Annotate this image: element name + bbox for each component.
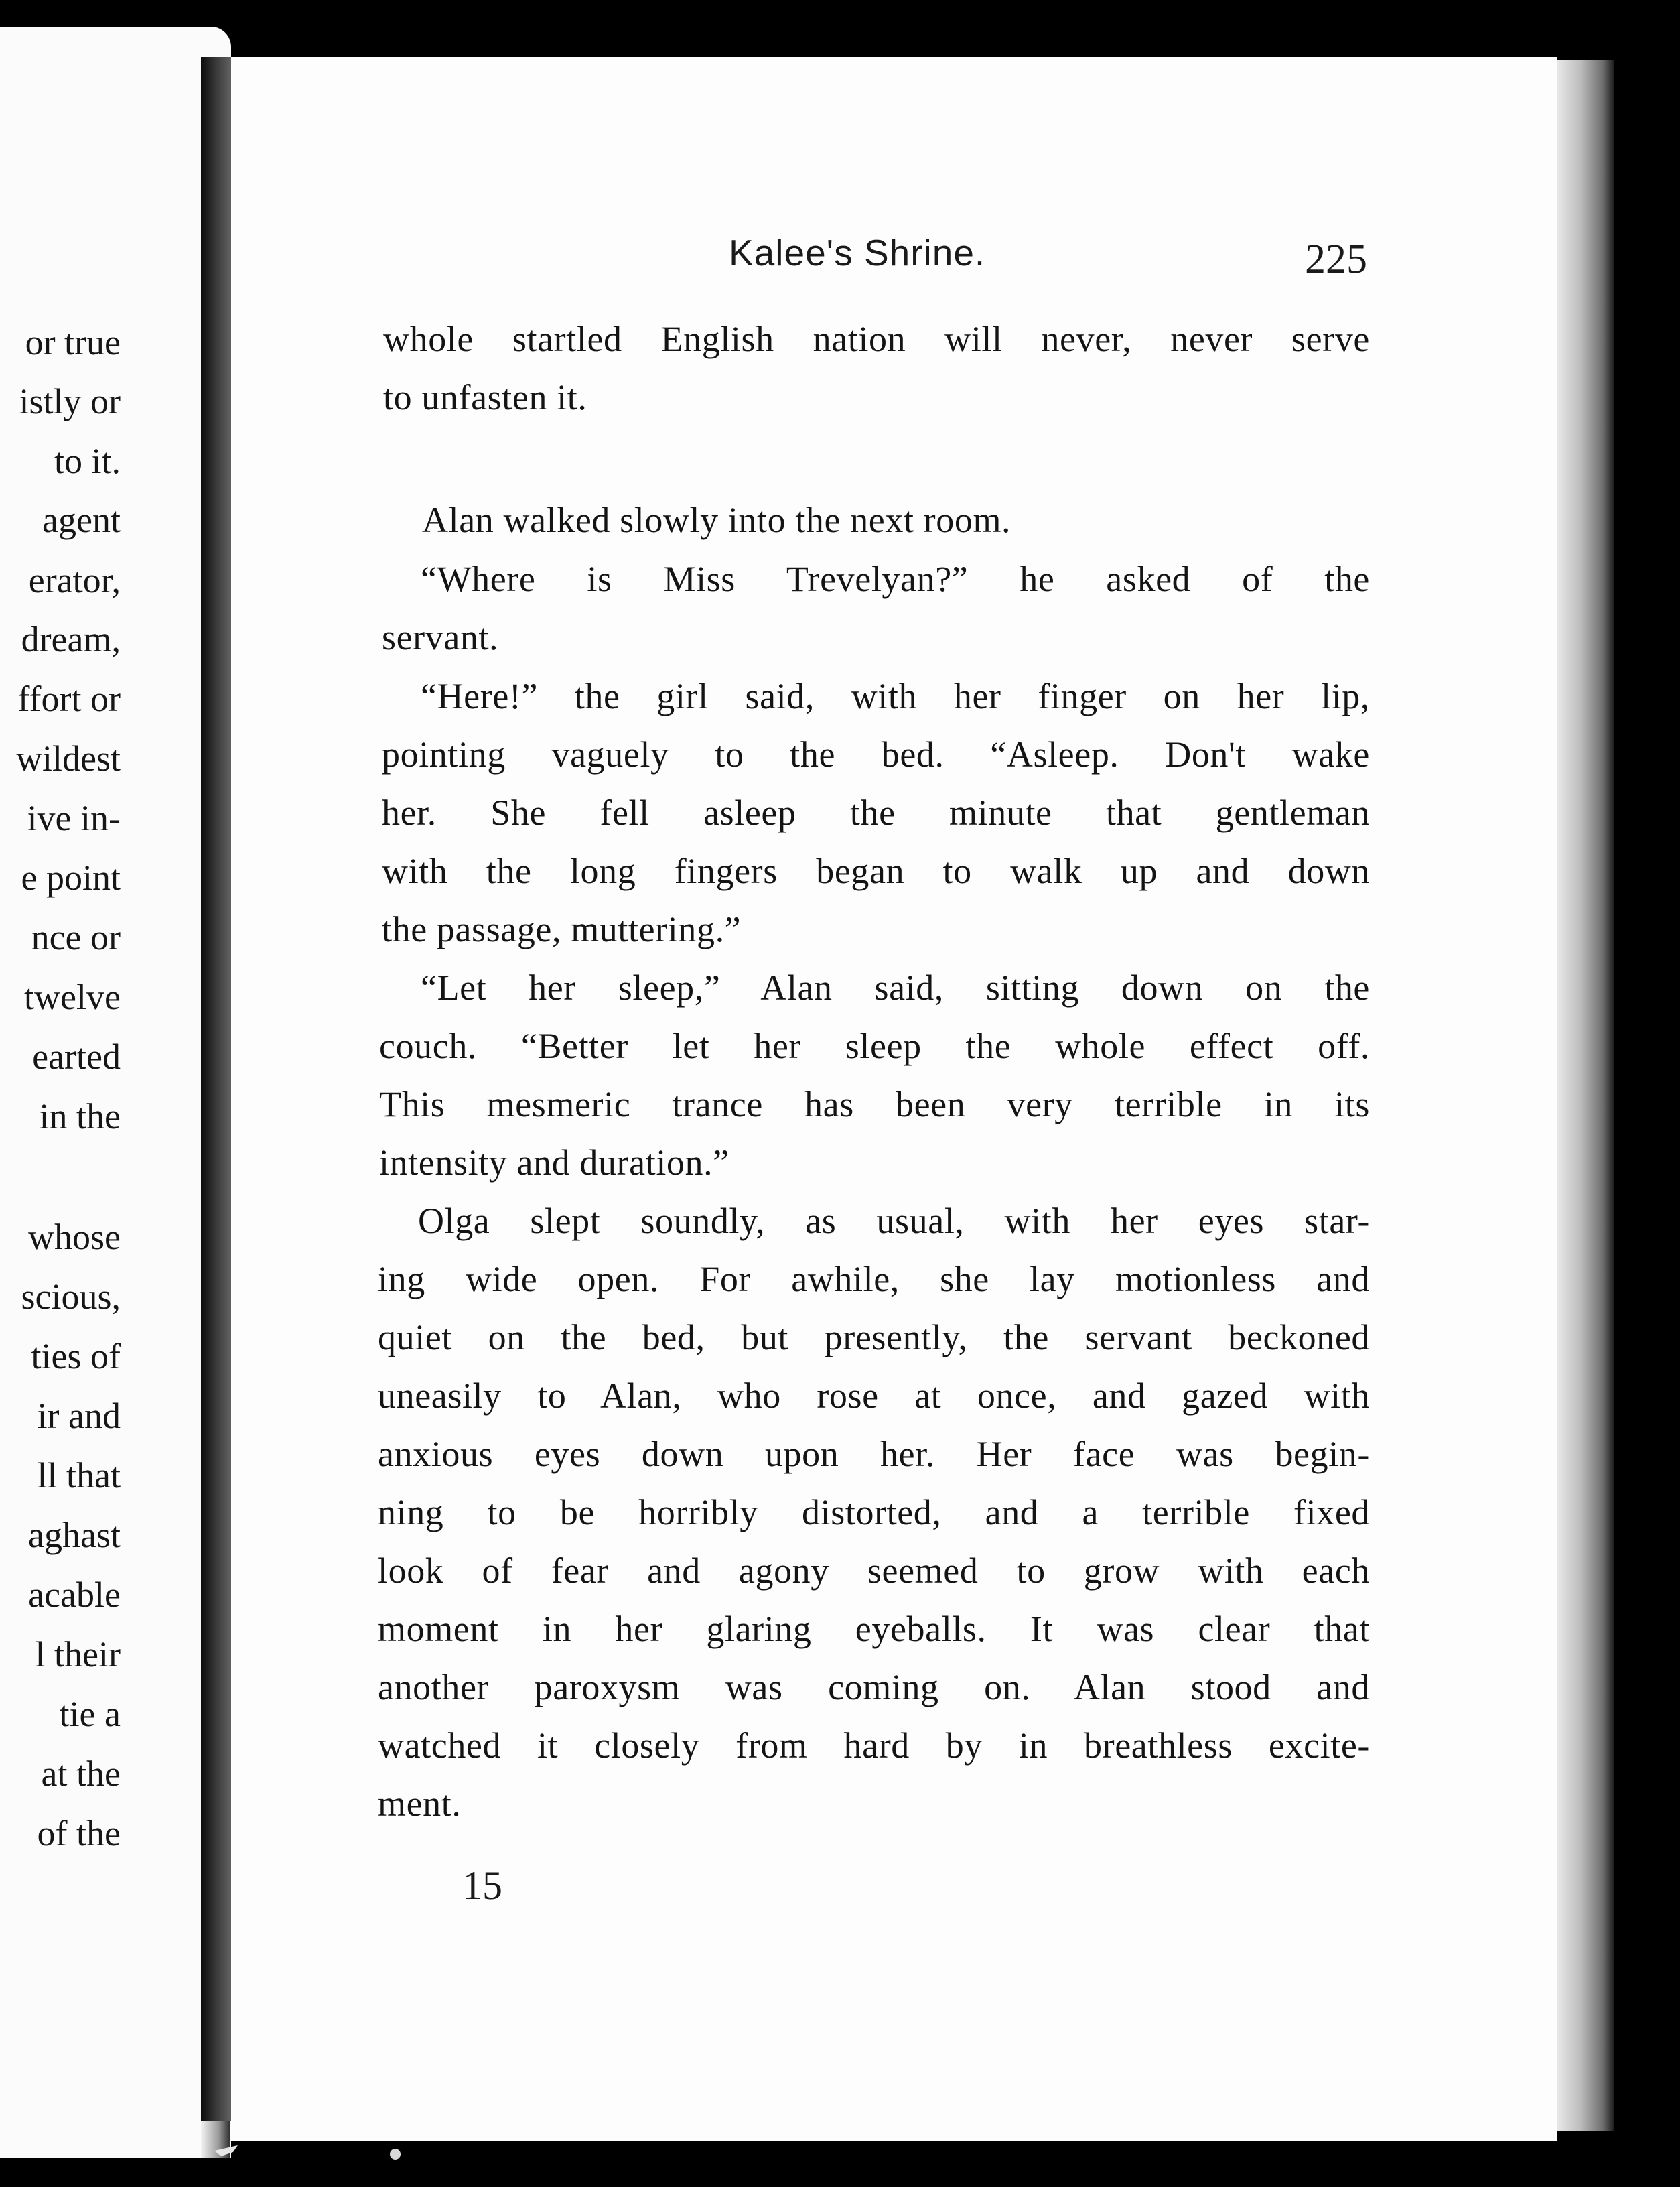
text-line: uneasily to Alan, who rose at once, and gazed with bbox=[378, 1376, 1370, 1416]
text-line: Olga slept soundly, as usual, with her eyes star- bbox=[418, 1201, 1370, 1241]
facing-page bbox=[0, 27, 231, 2158]
facing-line: agent bbox=[42, 500, 121, 540]
text-line: whole startled English nation will never, never serve bbox=[383, 319, 1370, 359]
facing-line: ties of bbox=[31, 1336, 121, 1376]
text-line: ning to be horribly distorted, and a terrible fixed bbox=[378, 1492, 1370, 1532]
facing-line: whose bbox=[28, 1217, 121, 1257]
page-edge-stack bbox=[1557, 60, 1614, 2131]
facing-line: ir and bbox=[37, 1396, 121, 1436]
facing-line: or true bbox=[25, 322, 121, 362]
facing-line: e point bbox=[21, 858, 121, 898]
page-number: 225 bbox=[1305, 237, 1367, 282]
facing-line: ffort or bbox=[17, 679, 121, 719]
text-line: her. She fell asleep the minute that gentleman bbox=[382, 793, 1370, 833]
facing-line: acable bbox=[28, 1575, 121, 1615]
text-line: ing wide open. For awhile, she lay motionless and bbox=[378, 1259, 1370, 1299]
facing-line: l their bbox=[35, 1634, 121, 1674]
facing-line: twelve bbox=[24, 977, 121, 1017]
running-head: Kalee's Shrine. bbox=[729, 232, 986, 273]
text-line: moment in her glaring eyeballs. It was clear that bbox=[378, 1609, 1370, 1649]
facing-line: nce or bbox=[31, 917, 121, 957]
facing-line: erator, bbox=[28, 560, 121, 600]
facing-line: of the bbox=[37, 1813, 121, 1853]
text-line: “Where is Miss Trevelyan?” he asked of the bbox=[421, 559, 1370, 599]
text-line: the passage, muttering.” bbox=[382, 909, 742, 949]
text-line: This mesmeric trance has been very terrible in its bbox=[379, 1084, 1370, 1124]
facing-line: aghast bbox=[28, 1515, 121, 1555]
text-line: look of fear and agony seemed to grow with each bbox=[378, 1550, 1370, 1591]
facing-line: tie a bbox=[59, 1694, 121, 1734]
text-line: ment. bbox=[378, 1784, 462, 1824]
text-line: pointing vaguely to the bed. “Asleep. Don't wake bbox=[382, 734, 1370, 775]
facing-line: scious, bbox=[21, 1276, 121, 1317]
text-line: quiet on the bed, but presently, the servant beckoned bbox=[378, 1317, 1370, 1357]
facing-line: dream, bbox=[21, 619, 121, 659]
facing-line: to it. bbox=[54, 441, 121, 481]
signature-mark: 15 bbox=[462, 1863, 502, 1908]
text-line: intensity and duration.” bbox=[379, 1142, 729, 1183]
facing-line: ive in- bbox=[27, 798, 121, 838]
facing-line: istly or bbox=[19, 381, 121, 421]
facing-line: at the bbox=[41, 1753, 121, 1794]
text-line: couch. “Better let her sleep the whole effect off. bbox=[379, 1026, 1370, 1066]
facing-line: wildest bbox=[16, 738, 121, 779]
facing-line: earted bbox=[32, 1037, 121, 1077]
facing-line: in the bbox=[39, 1096, 121, 1136]
text-line: another paroxysm was coming on. Alan stood and bbox=[378, 1667, 1370, 1707]
text-line: anxious eyes down upon her. Her face was begin- bbox=[378, 1434, 1370, 1474]
text-line: “Let her sleep,” Alan said, sitting down on the bbox=[421, 968, 1370, 1008]
text-line: watched it closely from hard by in breathless excite- bbox=[378, 1725, 1370, 1766]
facing-line: ll that bbox=[37, 1455, 121, 1496]
text-line: to unfasten it. bbox=[383, 377, 587, 417]
text-line: with the long fingers began to walk up and down bbox=[382, 851, 1370, 891]
scan-specks bbox=[201, 2137, 469, 2178]
text-line: Alan walked slowly into the next room. bbox=[422, 500, 1011, 540]
text-line: “Here!” the girl said, with her finger on her lip, bbox=[421, 676, 1370, 716]
text-line: servant. bbox=[382, 617, 499, 657]
